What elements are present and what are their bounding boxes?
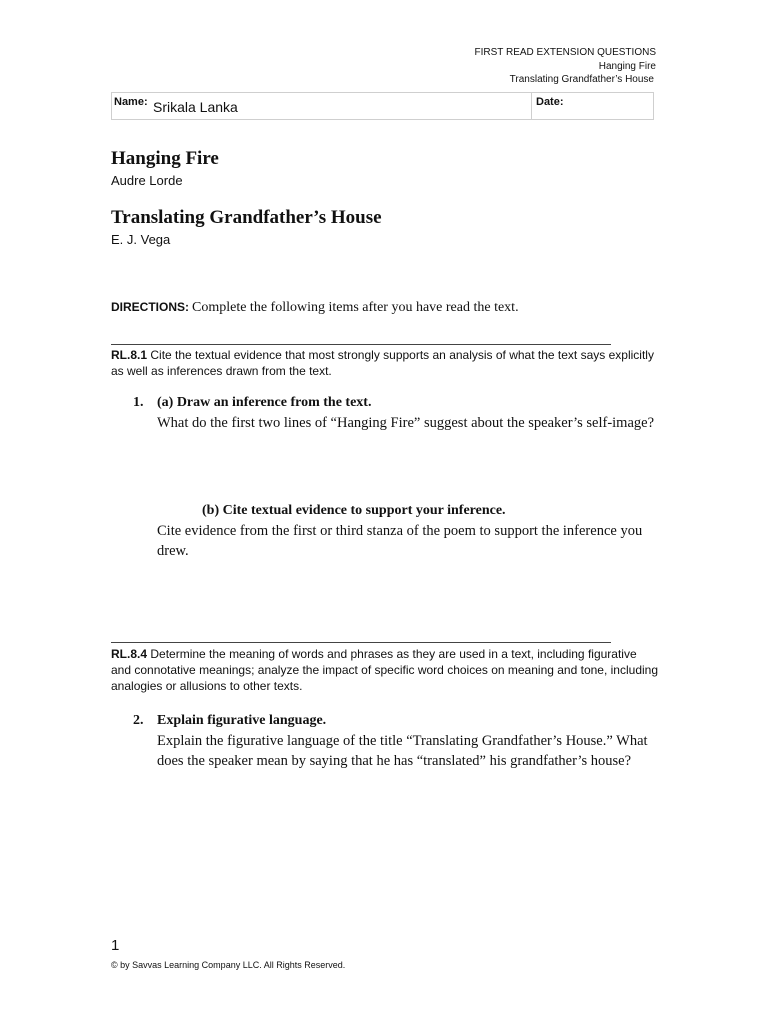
standard-rl84 xyxy=(111,646,659,694)
directions xyxy=(111,300,519,316)
name-date-divider xyxy=(531,93,532,119)
work-title-1: Hanging Fire xyxy=(111,148,219,169)
header-work-2: Translating Grandfather’s House xyxy=(509,74,654,85)
standard-code: RL.8.1 xyxy=(111,348,148,362)
standard-text: Determine the meaning of words and phrases as they are used in a text, including figurative and connotative meanings; analyze the impact of specific word choices on meaning and tone, including analogies or allusions to other texts. xyxy=(111,647,659,693)
date-label: Date: xyxy=(536,96,564,108)
page-number: 1 xyxy=(111,937,120,954)
question-2-heading: Explain figurative language. xyxy=(157,713,327,728)
work-author-1: Audre Lorde xyxy=(111,173,183,188)
standard-text: Cite the textual evidence that most strongly supports an analysis of what the text says explicitly as well as inferences drawn from the text. xyxy=(111,348,654,378)
section-divider-2 xyxy=(111,642,611,643)
question-1a-prompt: What do the first two lines of “Hanging Fire” suggest about the speaker’s self-image? xyxy=(157,415,655,431)
question-1-number: 1. xyxy=(133,395,144,410)
question-1a-heading: (a) Draw an inference from the text. xyxy=(157,395,372,410)
header-doc-type: FIRST READ EXTENSION QUESTIONS xyxy=(474,47,656,58)
name-field[interactable]: Srikala Lanka xyxy=(153,99,238,115)
question-2-prompt: Explain the figurative language of the title “Translating Grandfather’s House.” What does the speaker mean by saying that he has “translated” his grandfather’s house? xyxy=(157,733,648,769)
section-divider-1 xyxy=(111,344,611,345)
directions-text: Complete the following items after you have read the text. xyxy=(192,300,519,315)
copyright: © by Savvas Learning Company LLC. All Rights Reserved. xyxy=(111,960,346,970)
question-2-number: 2. xyxy=(133,713,144,728)
work-title-2: Translating Grandfather’s House xyxy=(111,207,382,228)
header-work-1: Hanging Fire xyxy=(598,61,656,72)
name-date-box xyxy=(111,92,654,120)
standard-code: RL.8.4 xyxy=(111,647,148,661)
standard-rl81 xyxy=(111,347,659,379)
question-1b-prompt: Cite evidence from the first or third stanza of the poem to support the inference you drew. xyxy=(157,523,643,559)
directions-label: DIRECTIONS: xyxy=(111,300,189,314)
question-1b-heading: (b) Cite textual evidence to support your inference. xyxy=(202,503,506,518)
work-author-2: E. J. Vega xyxy=(111,232,171,247)
name-label: Name: xyxy=(114,96,148,108)
